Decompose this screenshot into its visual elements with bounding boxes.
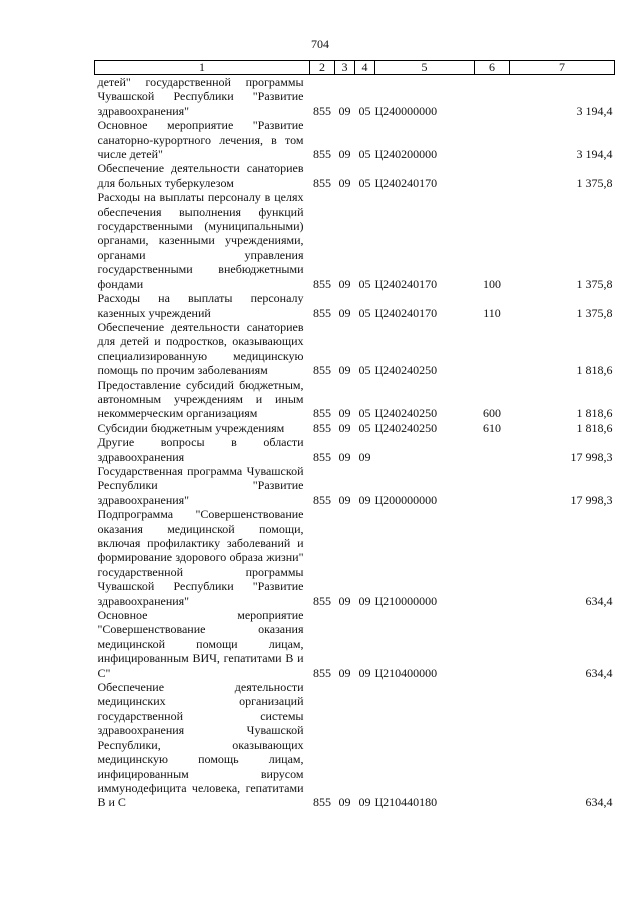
target-article: Ц240240170 [374,305,438,320]
target-article: Ц240000000 [374,103,438,118]
header-cell: 3 [335,61,355,75]
expense-type [475,608,510,680]
subsection-code: 05 [358,420,371,435]
ministry-code: 855 [313,665,331,680]
amount: 1 818,6 [576,420,613,435]
subsection-code: 09 [358,665,371,680]
section-code: 09 [338,363,351,378]
table-row [95,464,615,507]
section-code: 09 [338,276,351,291]
amount: 1 818,6 [576,363,613,378]
ministry-code: 855 [313,449,331,464]
amount: 634,4 [585,665,613,680]
target-article: Ц240240170 [374,276,438,291]
ministry-code: 855 [313,103,331,118]
expense-type [475,435,510,464]
amount: 634,4 [585,593,613,608]
row-name: Государственная программа Чувашской Республики "Развитие здравоохранения" [97,463,304,507]
target-article: Ц240240170 [374,175,438,190]
amount: 1 818,6 [576,406,613,421]
section-code: 09 [338,492,351,507]
page-number: 704 [311,37,329,51]
subsection-code: 05 [358,276,371,291]
row-name: Субсидии бюджетным учреждениям [97,420,285,435]
amount: 17 998,3 [570,492,613,507]
header-cell: 7 [510,61,615,75]
ministry-code: 855 [313,276,331,291]
ministry-code: 855 [313,147,331,162]
expense-type: 600 [483,406,501,421]
target-article: Ц240240250 [374,363,438,378]
expense-type [475,161,510,190]
table-row [95,608,615,680]
amount: 17 998,3 [570,449,613,464]
table-row [95,378,615,421]
table-row [95,75,615,119]
subsection-code: 09 [358,492,371,507]
subsection-code: 05 [358,103,371,118]
section-code: 09 [338,420,351,435]
row-name: Основное мероприятие "Развитие санаторно-курортного лечения, в том числе детей" [97,118,304,162]
section-code: 09 [338,406,351,421]
header-cell: 1 [95,61,310,75]
table-row [95,435,615,464]
budget-table [94,60,615,810]
expense-type [475,320,510,378]
target-article [375,435,475,464]
target-article: Ц210400000 [374,665,438,680]
expense-type [475,118,510,161]
target-article: Ц240200000 [374,147,438,162]
header-cell: 4 [355,61,375,75]
row-name: Обеспечение деятельности медицинских организаций государственной системы здравоохранения Чувашской Республики, оказывающих медицинскую помощь лицам, инфицированным вирусом иммунодефицита человека, гепатитами В и С [97,680,304,810]
ministry-code: 855 [313,492,331,507]
expense-type [475,680,510,810]
section-code: 09 [338,795,351,810]
amount: 1 375,8 [576,175,613,190]
table-row [95,190,615,291]
subsection-code: 05 [358,406,371,421]
row-name: Предоставление субсидий бюджетным, автономным учреждениям и иным некоммерческим организациям [97,377,304,421]
target-article: Ц210000000 [374,593,438,608]
target-article: Ц240240250 [374,406,438,421]
expense-type [475,507,510,608]
subsection-code: 05 [358,175,371,190]
table-row [95,161,615,190]
section-code: 09 [338,665,351,680]
row-name: Расходы на выплаты персоналу в целях обеспечения выполнения функций государственными (муниципальными) органами, казенными учреждениями, органами управления государственными внебюджетными фондами [97,190,304,291]
subsection-code: 05 [358,305,371,320]
target-article: Ц210440180 [374,795,438,810]
amount: 3 194,4 [576,103,613,118]
row-name: детей" государственной программы Чувашской Республики "Развитие здравоохранения" [97,75,304,118]
section-code: 09 [338,147,351,162]
table-row [95,421,615,435]
table-row [95,118,615,161]
header-cell: 2 [310,61,335,75]
row-name: Основное мероприятие "Совершенствование оказания медицинской помощи лицам, инфицированным ВИЧ, гепатитами В и С" [97,608,304,680]
subsection-code: 05 [358,363,371,378]
ministry-code: 855 [313,593,331,608]
table-row [95,320,615,378]
expense-type [475,464,510,507]
subsection-code: 09 [358,449,371,464]
section-code: 09 [338,103,351,118]
row-name: Подпрограмма "Совершенствование оказания медицинской помощи, включая профилактику заболеваний и формирование здорового образа жизни" государственной программы Чувашской Республики "Развитие здравоохранения" [97,507,304,608]
expense-type: 100 [483,276,501,291]
section-code: 09 [338,593,351,608]
ministry-code: 855 [313,305,331,320]
expense-type [475,75,510,119]
header-cell: 6 [475,61,510,75]
target-article: Ц240240250 [374,420,438,435]
ministry-code: 855 [313,175,331,190]
target-article: Ц200000000 [374,492,438,507]
row-name: Расходы на выплаты персоналу казенных учреждений [97,291,304,320]
row-name: Обеспечение деятельности санаториев для детей и подростков, оказывающих специализированную медицинскую помощь по прочим заболеваниям [97,319,304,378]
ministry-code: 855 [313,406,331,421]
table-body [95,75,615,810]
subsection-code: 09 [358,795,371,810]
row-name: Другие вопросы в области здравоохранения [97,435,304,464]
ministry-code: 855 [313,795,331,810]
section-code: 09 [338,449,351,464]
amount: 634,4 [585,795,613,810]
amount: 1 375,8 [576,305,613,320]
table-row [95,680,615,810]
subsection-code: 05 [358,147,371,162]
ministry-code: 855 [313,420,331,435]
section-code: 09 [338,175,351,190]
table-row [95,291,615,320]
section-code: 09 [338,305,351,320]
amount: 3 194,4 [576,147,613,162]
header-cell: 5 [375,61,475,75]
ministry-code: 855 [313,363,331,378]
amount: 1 375,8 [576,276,613,291]
expense-type: 110 [483,305,501,320]
header-row [95,61,615,75]
row-name: Обеспечение деятельности санаториев для больных туберкулезом [97,161,304,190]
table-row [95,507,615,608]
expense-type: 610 [483,420,501,435]
subsection-code: 09 [358,593,371,608]
